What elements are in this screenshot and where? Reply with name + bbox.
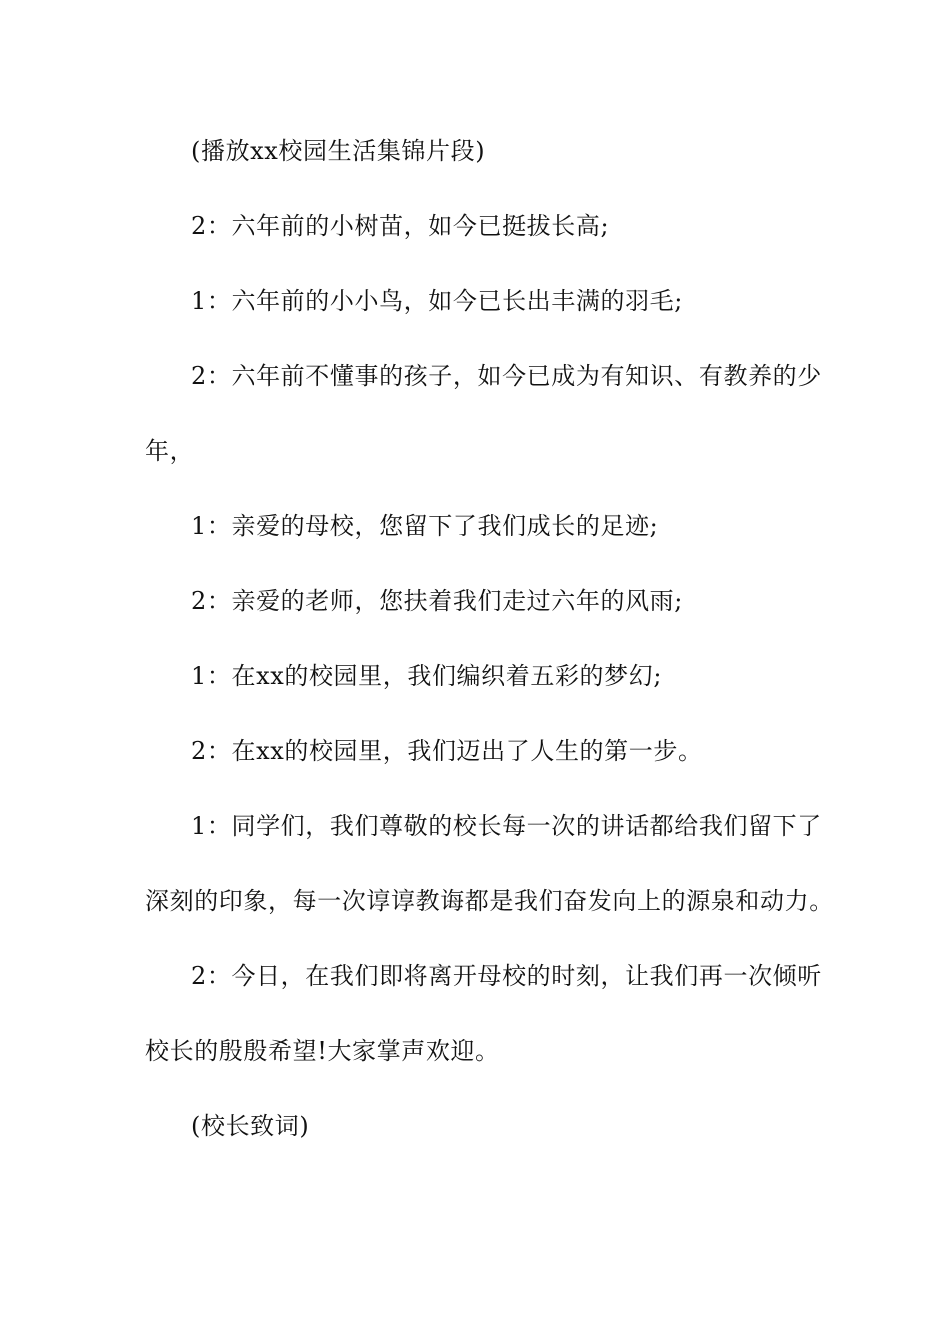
script-line: 2：在xx的校园里，我们迈出了人生的第一步。	[191, 737, 703, 765]
script-line: 2：亲爱的老师，您扶着我们走过六年的风雨;	[191, 587, 683, 615]
script-line: 1：在xx的校园里，我们编织着五彩的梦幻;	[191, 662, 663, 690]
stage-direction-speech: (校长致词)	[191, 1112, 310, 1140]
script-line: 2：今日，在我们即将离开母校的时刻，让我们再一次倾听	[191, 962, 822, 990]
script-line-continuation: 深刻的印象，每一次谆谆教诲都是我们奋发向上的源泉和动力。	[145, 887, 834, 915]
script-line: 1：六年前的小小鸟，如今已长出丰满的羽毛;	[191, 287, 683, 315]
script-line: 2：六年前不懂事的孩子，如今已成为有知识、有教养的少	[191, 362, 822, 390]
script-line-continuation: 年，	[145, 437, 195, 465]
script-line: 2：六年前的小树苗，如今已挺拔长高;	[191, 212, 610, 240]
stage-direction-video: (播放xx校园生活集锦片段)	[191, 137, 486, 165]
script-line: 1：同学们，我们尊敬的校长每一次的讲话都给我们留下了	[191, 812, 822, 840]
script-line: 1：亲爱的母校，您留下了我们成长的足迹;	[191, 512, 659, 540]
script-line-continuation: 校长的殷殷希望!大家掌声欢迎。	[145, 1037, 500, 1065]
